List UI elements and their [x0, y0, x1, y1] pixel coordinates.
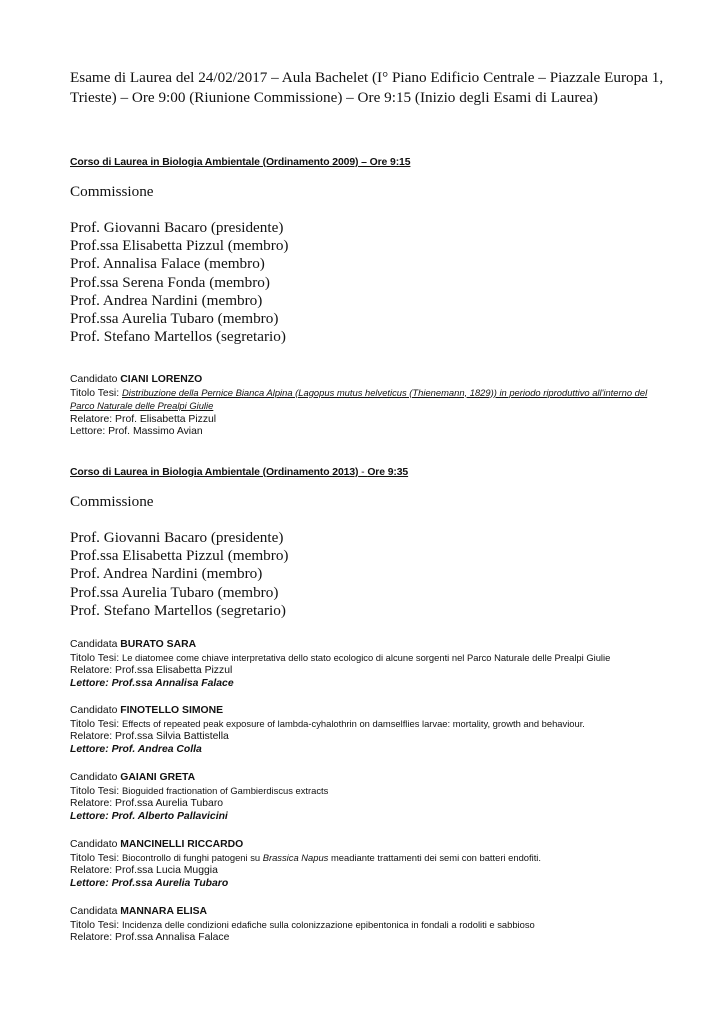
candidate-entry [70, 772, 660, 823]
course-heading-2009: Corso di Laurea in Biologia Ambientale (Ordinamento 2009) – Ore 9:15 [70, 157, 411, 168]
candidate-name: BURATO SARA [120, 639, 197, 650]
commission-members-2009 [70, 219, 288, 346]
candidate-prefix: Candidato [70, 705, 121, 716]
thesis-label: Titolo Tesi: [70, 785, 122, 797]
member: Prof.ssa Aurelia Tubaro (membro) [70, 583, 279, 601]
candidate-prefix: Candidato [70, 772, 121, 783]
exam-header [70, 68, 670, 108]
commission-title-2009: Commissione [70, 183, 154, 200]
member: Prof. Stefano Martellos (segretario) [70, 328, 286, 346]
thesis-title-part: Biocontrollo di funghi patogeni su [121, 851, 263, 863]
course-heading-main: Corso di Laurea in Biologia Ambientale (Ordinamento 2013) [70, 467, 359, 478]
member: Prof.ssa Elisabetta Pizzul (membro) [70, 547, 289, 565]
thesis-title: Incidenza delle condizioni edafiche sulla colonizzazione epibentonica in fondali a rodoliti e sabbioso [121, 918, 535, 930]
thesis-title: Distribuzione della Pernice Bianca Alpina (Lagopus mutus helveticus (Thienemann, 1829)) in periodo riproduttivo all'interno del Parco Naturale delle Prealpi Giulie [70, 386, 648, 412]
thesis-label: Titolo Tesi: [70, 852, 122, 864]
course-heading-2013 [70, 467, 408, 478]
candidate-name: CIANI LORENZO [120, 374, 203, 385]
commission-title-2013: Commissione [70, 493, 154, 510]
candidate-name: MANCINELLI RICCARDO [120, 839, 244, 850]
header-line-2: Trieste) – Ore 9:00 (Riunione Commissione) – Ore 9:15 (Inizio degli Esami di Laurea) [70, 89, 598, 106]
lettore: Lettore: Prof.ssa Aurelia Tubaro [70, 877, 229, 889]
member: Prof.ssa Elisabetta Pizzul (membro) [70, 237, 289, 255]
candidate-prefix: Candidata [70, 906, 121, 917]
relatore: Relatore: Prof.ssa Aurelia Tubaro [70, 798, 224, 810]
candidate-entry [70, 374, 660, 439]
thesis-title: Le diatomee come chiave interpretativa dello stato ecologico di alcune sorgenti nel Parco Naturale delle Prealpi Giulie [121, 651, 611, 663]
relatore: Relatore: Prof.ssa Silvia Battistella [70, 731, 229, 743]
candidate-name: MANNARA ELISA [120, 906, 208, 917]
candidate-name: GAIANI GRETA [120, 772, 196, 783]
member: Prof. Stefano Martellos (segretario) [70, 601, 286, 619]
thesis-label: Titolo Tesi: [70, 387, 122, 399]
thesis-title: Bioguided fractionation of Gambierdiscus extracts [121, 784, 329, 796]
member: Prof. Andrea Nardini (membro) [70, 291, 263, 309]
candidate-entry [70, 906, 660, 945]
lettore: Lettore: Prof. Massimo Avian [70, 426, 203, 438]
thesis-title: Effects of repeated peak exposure of lambda-cyhalothrin on damselflies larvae: mortality, growth and behaviour. [121, 717, 585, 729]
thesis-label: Titolo Tesi: [70, 919, 122, 931]
candidate-entry [70, 705, 660, 756]
header-line-1: Esame di Laurea del 24/02/2017 – Aula Bachelet (I° Piano Edificio Centrale – Piazzale Europa 1, [70, 69, 664, 86]
candidate-prefix: Candidato [70, 839, 121, 850]
candidate-entry [70, 839, 660, 890]
thesis-label: Titolo Tesi: [70, 718, 122, 730]
lettore: Lettore: Prof. Andrea Colla [70, 743, 202, 755]
thesis-title-species: Brassica Napus [262, 851, 329, 863]
candidate-entry [70, 639, 660, 690]
member: Prof. Giovanni Bacaro (presidente) [70, 529, 284, 546]
relatore: Relatore: Prof.ssa Lucia Muggia [70, 865, 218, 877]
candidate-prefix: Candidata [70, 639, 121, 650]
course-heading-time: Ore 9:35 [367, 467, 409, 478]
member: Prof.ssa Serena Fonda (membro) [70, 273, 270, 291]
candidate-name: FINOTELLO SIMONE [120, 705, 224, 716]
member: Prof. Annalisa Falace (membro) [70, 255, 265, 273]
course-heading-separator: - [358, 467, 368, 478]
candidate-prefix: Candidato [70, 374, 121, 385]
lettore: Lettore: Prof.ssa Annalisa Falace [70, 677, 234, 689]
member: Prof. Andrea Nardini (membro) [70, 565, 263, 583]
relatore: Relatore: Prof. Elisabetta Pizzul [70, 413, 217, 425]
thesis-title-part: meadiante trattamenti dei semi con batteri endofiti. [328, 851, 541, 863]
thesis-label: Titolo Tesi: [70, 652, 122, 664]
member: Prof.ssa Aurelia Tubaro (membro) [70, 310, 279, 328]
member: Prof. Giovanni Bacaro (presidente) [70, 219, 284, 236]
relatore: Relatore: Prof.ssa Elisabetta Pizzul [70, 665, 233, 677]
relatore: Relatore: Prof.ssa Annalisa Falace [70, 932, 230, 944]
commission-members-2013 [70, 529, 288, 620]
lettore: Lettore: Prof. Alberto Pallavicini [70, 810, 228, 822]
